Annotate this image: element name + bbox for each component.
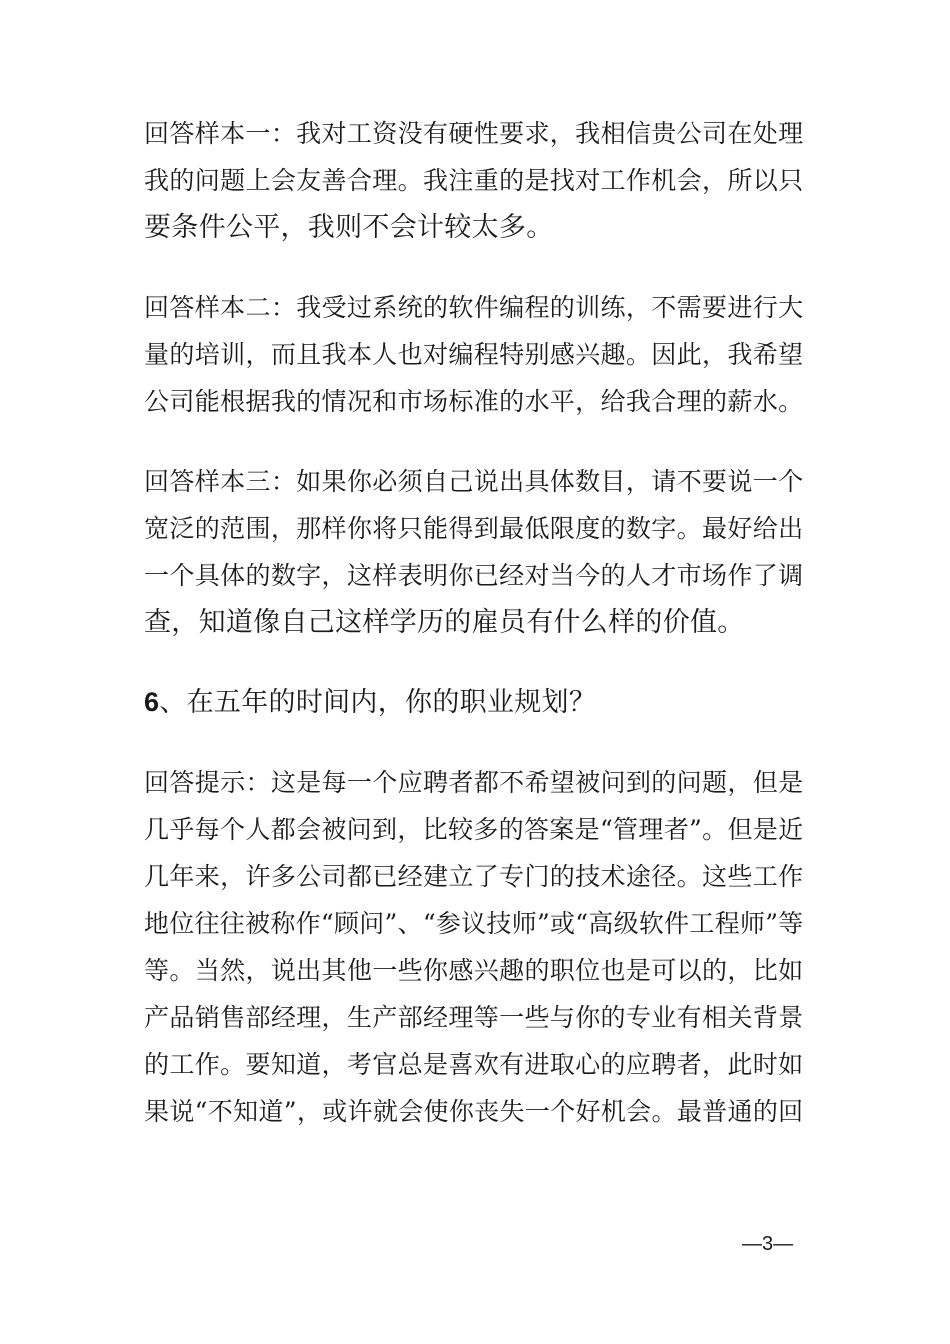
text-line: 我的问题上会友善合理。我注重的是找对工作机会，所以只 xyxy=(144,166,804,195)
text-line: 几年来，许多公司都已经建立了专门的技术途径。这些工作 xyxy=(144,862,804,891)
text-line: 等。当然，说出其他一些你感兴趣的职位也是可以的，比如 xyxy=(144,956,804,985)
text-line: 回答样本二：我受过系统的软件编程的训练，不需要进行大 xyxy=(144,293,804,322)
text-line: 果说“不知道”，或许就会使你丧失一个好机会。最普通的回 xyxy=(144,1097,804,1126)
text-line: 回答样本三：如果你必须自己说出具体数目，请不要说一个 xyxy=(144,467,804,496)
answer-sample-1 xyxy=(144,110,810,251)
question-number: 6 xyxy=(144,687,160,717)
answer-sample-2 xyxy=(144,284,810,425)
text-line: 量的培训，而且我本人也对编程特别感兴趣。因此，我希望 xyxy=(144,340,804,369)
answer-sample-3 xyxy=(144,458,810,646)
text-line: 查，知道像自己这样学历的雇员有什么样的价值。 xyxy=(144,607,745,638)
text-line: 回答提示：这是每一个应聘者都不希望被问到的问题，但是 xyxy=(144,768,804,797)
text-line: 回答样本一：我对工资没有硬性要求，我相信贵公司在处理 xyxy=(144,119,804,148)
text-line: 几乎每个人都会被问到，比较多的答案是“管理者”。但是近 xyxy=(144,815,804,844)
text-line: 的工作。要知道，考官总是喜欢有进取心的应聘者，此时如 xyxy=(144,1050,804,1079)
text-line: 宽泛的范围，那样你将只能得到最低限度的数字。最好给出 xyxy=(144,514,804,543)
answer-hint xyxy=(144,759,810,1135)
question-heading xyxy=(144,679,810,726)
question-text: 、在五年的时间内，你的职业规划？ xyxy=(159,687,597,718)
text-line: 地位往往被称作“顾问”、“参议技师”或“高级软件工程师”等 xyxy=(144,909,804,938)
text-line: 产品销售部经理，生产部经理等一些与你的专业有相关背景 xyxy=(144,1003,804,1032)
text-line: 公司能根据我的情况和市场标准的水平，给我合理的薪水。 xyxy=(144,387,804,416)
text-line: 一个具体的数字，这样表明你已经对当今的人才市场作了调 xyxy=(144,561,804,590)
page-number: —3— xyxy=(742,1233,794,1255)
document-body xyxy=(144,110,810,1135)
text-line: 要条件公平，我则不会计较太多。 xyxy=(144,212,554,243)
